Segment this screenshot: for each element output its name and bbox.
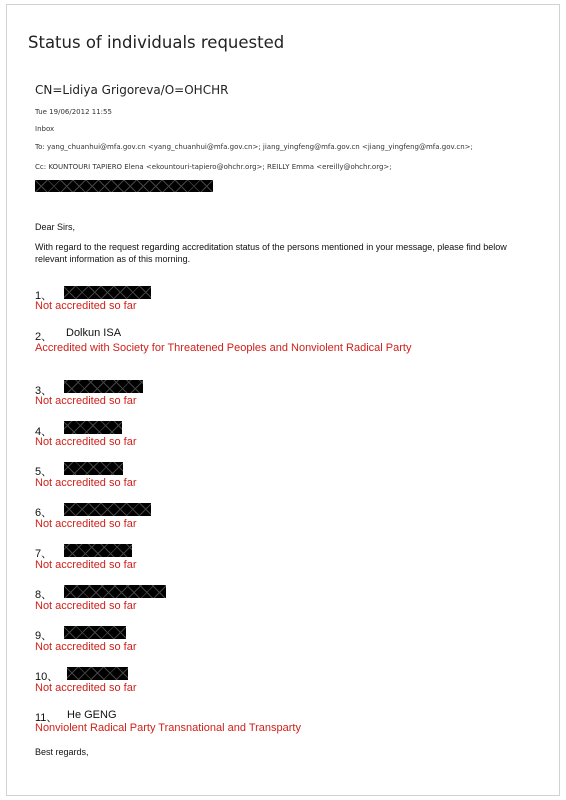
entry-name: Dolkun ISA [66,327,122,339]
entry-number: 4、 [35,426,53,438]
redacted-name [64,544,132,557]
entry-status: Not accredited so far [35,682,137,694]
email-subject: Status of individuals requested [28,33,285,52]
body-paragraph-line1: With regard to the request regarding accreditation status of the persons mentioned in your message, please find below [35,242,507,252]
redacted-name [64,626,126,639]
entry-number: 2、 [35,331,53,343]
email-sender: CN=Lidiya Grigoreva/O=OHCHR [35,83,229,97]
entry-number: 3、 [35,385,53,397]
entry-number: 10、 [35,671,59,683]
email-cc-line: Cc: KOUNTOURI TAPIERO Elena <ekountouri-tapiero@ohchr.org>; REILLY Emma <ereilly@ohchr.org>; [35,163,392,171]
entry-status: Not accredited so far [35,518,137,530]
entry-number: 1、 [35,290,53,302]
redacted-name [64,503,151,516]
entry-status: Not accredited so far [35,559,137,571]
entry-status: Nonviolent Radical Party Transnational and Transparty [35,722,301,734]
entry-status: Not accredited so far [35,436,137,448]
entry-status: Not accredited so far [35,477,137,489]
redacted-recipient [35,180,213,192]
closing: Best regards, [35,747,89,757]
entry-status: Not accredited so far [35,641,137,653]
redacted-name [64,585,166,598]
body-paragraph-line2: relevant information as of this morning. [35,254,191,264]
entry-number: 6、 [35,507,53,519]
redacted-name [64,286,151,299]
entry-number: 11、 [35,712,58,724]
entry-status: Not accredited so far [35,300,137,312]
redacted-name [64,421,122,434]
entry-status: Not accredited so far [35,395,137,407]
entry-name: He GENG [67,709,117,721]
entry-number: 9、 [35,630,53,642]
redacted-name [64,462,123,475]
greeting: Dear Sirs, [35,222,76,232]
email-folder: Inbox [35,125,55,133]
email-date: Tue 19/06/2012 11:55 [35,108,112,116]
redacted-name [67,667,128,680]
redacted-name [64,380,143,393]
entry-number: 5、 [35,466,53,478]
email-to-line: To: yang_chuanhui@mfa.gov.cn <yang_chuanhui@mfa.gov.cn>; jiang_yingfeng@mfa.gov.cn <jiang_yingfeng@mfa.gov.cn>; [35,143,473,151]
entry-status: Accredited with Society for Threatened Peoples and Nonviolent Radical Party [35,342,412,354]
entry-number: 8、 [35,589,53,601]
entry-number: 7、 [35,548,53,560]
entry-status: Not accredited so far [35,600,137,612]
